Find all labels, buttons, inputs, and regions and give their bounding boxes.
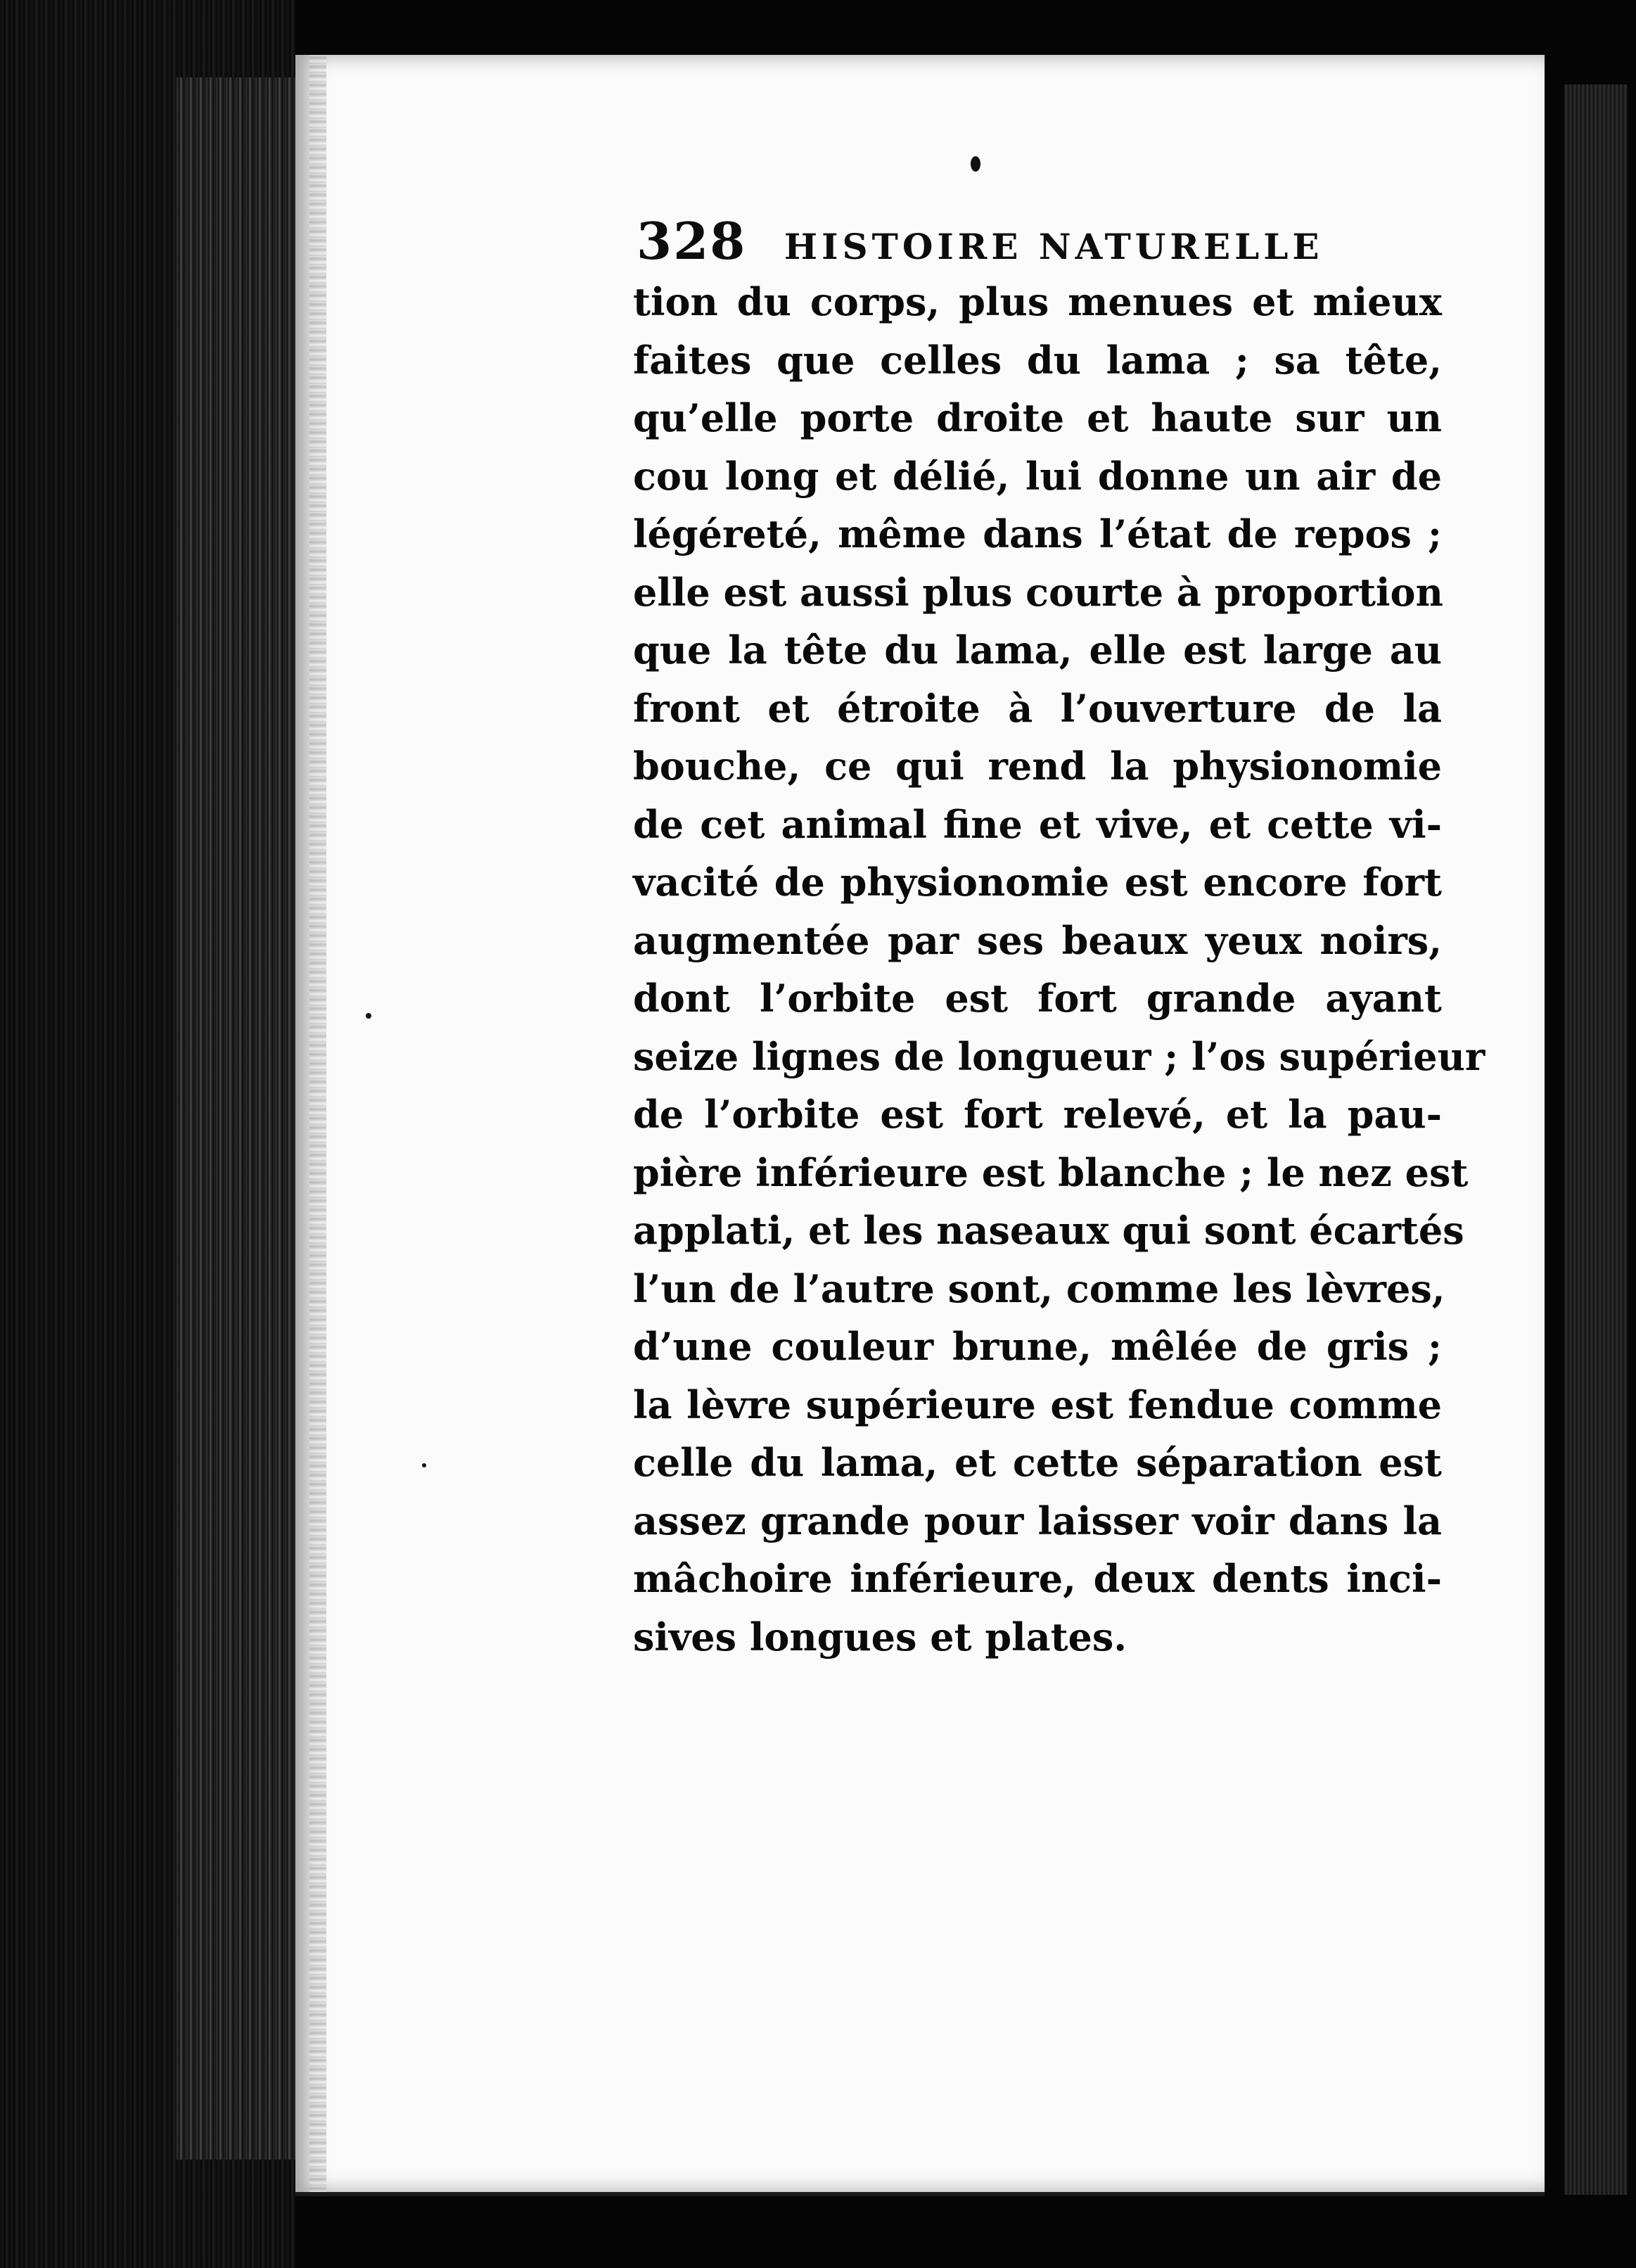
text-line: de l’orbite est fort relevé, et la pau- [633, 1092, 1442, 1137]
text-line: augmentée par ses beaux yeux noirs, [633, 917, 1442, 963]
text-line: que la tête du lama, elle est large au [633, 627, 1442, 673]
text-line: l’un de l’autre sont, comme les lèvres, [633, 1266, 1445, 1311]
ink-speck [422, 1463, 426, 1467]
text-line: applati, et les naseaux qui sont écartés [633, 1208, 1464, 1253]
page-header [637, 211, 1445, 271]
ink-speck [366, 1013, 371, 1019]
facing-page-edge [1564, 84, 1628, 2195]
text-line: faites que celles du lama ; sa tête, [633, 337, 1442, 383]
text-line: assez grande pour laisser voir dans la [633, 1498, 1442, 1543]
text-line: bouche, ce qui rend la physionomie [633, 744, 1442, 789]
text-line: tion du corps, plus menues et mieux [633, 279, 1442, 324]
text-line: pière inférieure est blanche ; le nez est [633, 1149, 1469, 1195]
text-line: cou long et délié, lui donne un air de [633, 453, 1442, 499]
text-line: qu’elle porte droite et haute sur un [633, 395, 1442, 440]
text-line: vacité de physionomie est encore fort [633, 860, 1442, 905]
page-deckle-edge [309, 55, 326, 2192]
text-line: sives longues et plates. [633, 1614, 1127, 1659]
text-line: dont l’orbite est fort grande ayant [633, 976, 1442, 1021]
ink-speck [971, 156, 980, 172]
text-line: front et étroite à l’ouverture de la [633, 685, 1442, 731]
text-line: seize lignes de longueur ; l’os supérieur [633, 1033, 1485, 1079]
text-line: elle est aussi plus courte à proportion [633, 569, 1443, 615]
text-line: d’une couleur brune, mêlée de gris ; [633, 1324, 1442, 1369]
running-head: HISTOIRE NATURELLE [784, 226, 1324, 267]
text-line: légéreté, même dans l’état de repos ; [633, 511, 1442, 556]
page-number: 328 [637, 211, 747, 271]
body-text [633, 273, 1485, 1666]
text-line: de cet animal fine et vive, et cette vi- [633, 801, 1442, 847]
text-line: mâchoire inférieure, deux dents inci- [633, 1556, 1442, 1601]
text-line: la lèvre supérieure est fendue comme [633, 1382, 1442, 1427]
text-line: celle du lama, et cette séparation est [633, 1440, 1442, 1485]
